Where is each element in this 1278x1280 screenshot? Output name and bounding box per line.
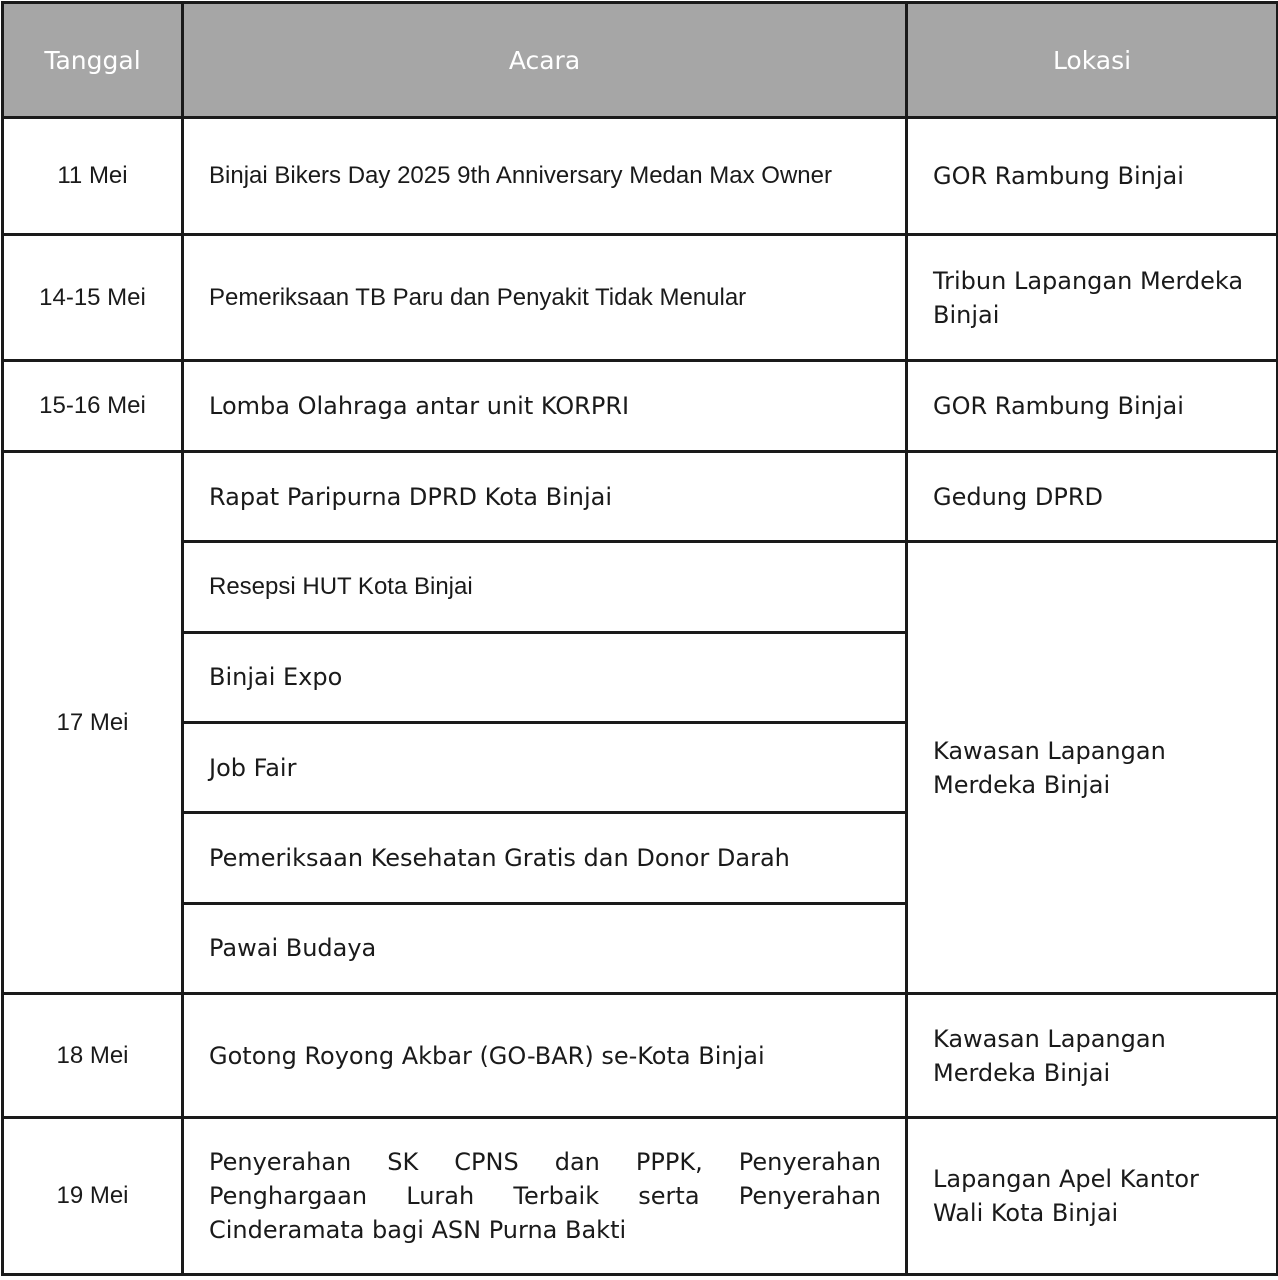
location-cell: Tribun Lapangan Merdeka Binjai [907, 235, 1278, 360]
table-row [3, 542, 1278, 632]
event-cell: Pemeriksaan TB Paru dan Penyakit Tidak Menular [183, 235, 907, 360]
header-lokasi: Lokasi [907, 3, 1278, 118]
event-cell: Rapat Paripurna DPRD Kota Binjai [183, 452, 907, 542]
table-row [3, 452, 1278, 542]
table-row [3, 1118, 1278, 1275]
event-cell: Penyerahan SK CPNS dan PPPK, Penyerahan Penghargaan Lurah Terbaik serta Penyerahan Cinderamata bagi ASN Purna Bakti [183, 1118, 907, 1275]
event-cell: Pemeriksaan Kesehatan Gratis dan Donor Darah [183, 813, 907, 903]
date-cell: 18 Mei [3, 993, 183, 1117]
location-cell: Kawasan Lapangan Merdeka Binjai [907, 542, 1278, 993]
table-header-row [3, 3, 1278, 118]
date-cell: 15-16 Mei [3, 360, 183, 451]
location-cell: GOR Rambung Binjai [907, 360, 1278, 451]
table-row [3, 235, 1278, 360]
event-cell: Gotong Royong Akbar (GO-BAR) se-Kota Binjai [183, 993, 907, 1117]
header-tanggal: Tanggal [3, 3, 183, 118]
event-cell: Binjai Expo [183, 632, 907, 722]
date-cell: 14-15 Mei [3, 235, 183, 360]
event-cell: Lomba Olahraga antar unit KORPRI [183, 360, 907, 451]
event-schedule-table [1, 1, 1278, 1276]
table-row [3, 360, 1278, 451]
location-cell: Gedung DPRD [907, 452, 1278, 542]
event-cell: Resepsi HUT Kota Binjai [183, 542, 907, 632]
table-row [3, 118, 1278, 235]
event-cell: Binjai Bikers Day 2025 9th Anniversary Medan Max Owner [183, 118, 907, 235]
event-cell: Job Fair [183, 723, 907, 813]
header-acara: Acara [183, 3, 907, 118]
event-cell: Pawai Budaya [183, 903, 907, 993]
table-row [3, 993, 1278, 1117]
date-cell: 19 Mei [3, 1118, 183, 1275]
date-cell: 11 Mei [3, 118, 183, 235]
date-cell: 17 Mei [3, 452, 183, 994]
location-cell: Lapangan Apel Kantor Wali Kota Binjai [907, 1118, 1278, 1275]
location-cell: Kawasan Lapangan Merdeka Binjai [907, 993, 1278, 1117]
location-cell: GOR Rambung Binjai [907, 118, 1278, 235]
